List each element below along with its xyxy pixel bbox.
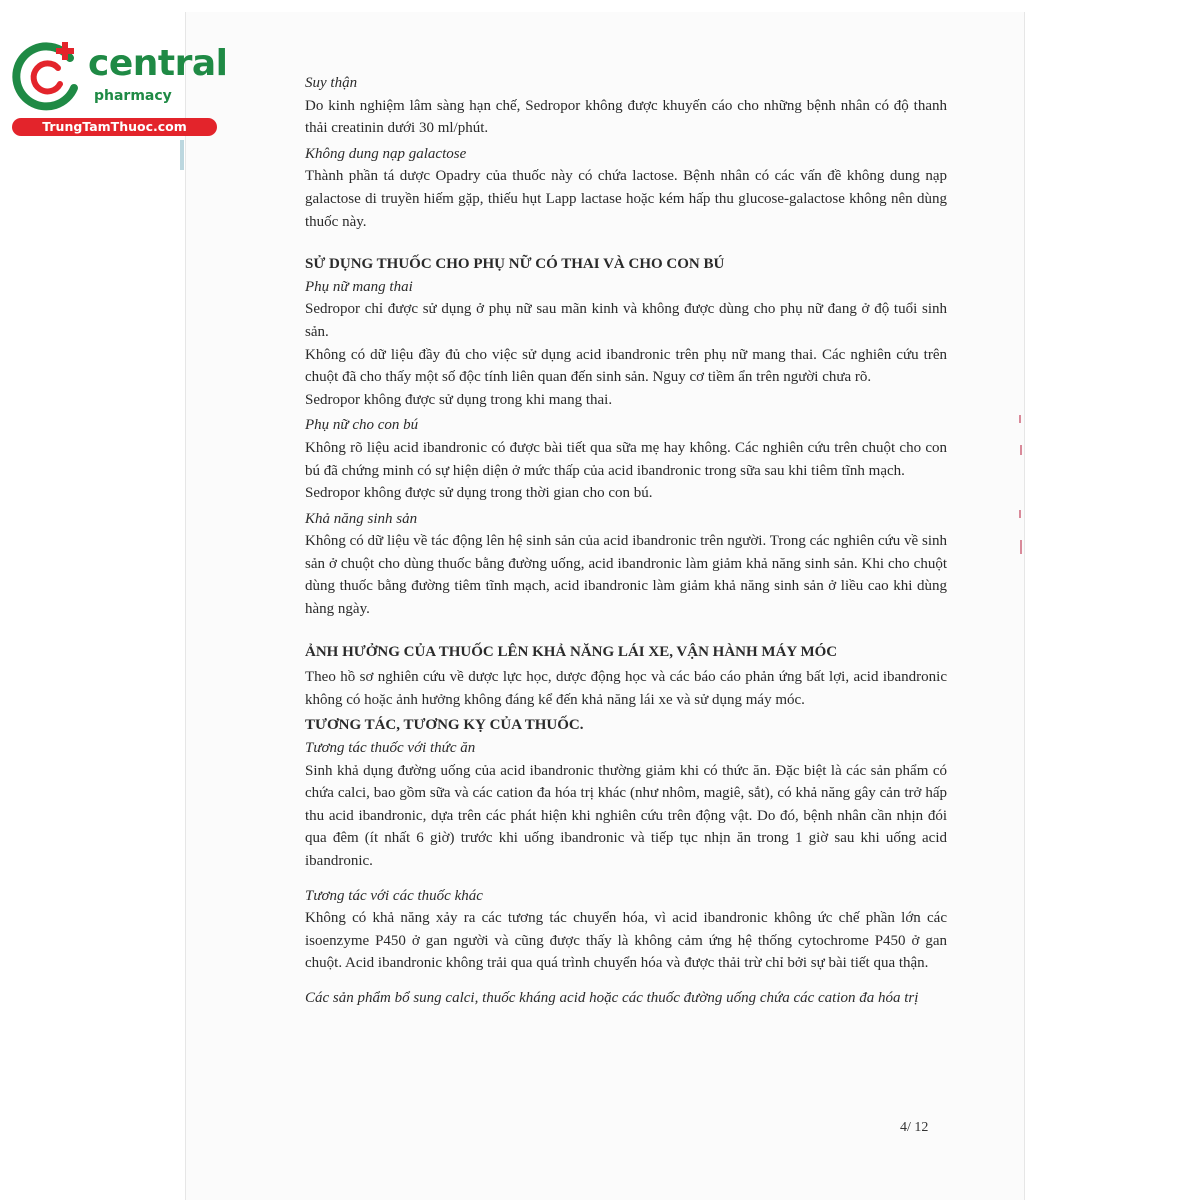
- paragraph: Không có dữ liệu đầy đủ cho việc sử dụng acid ibandronic trên phụ nữ mang thai. Các nghiên cứu trên chuột đã cho thấy một số độc tính liên quan đến sinh sản. Nguy cơ tiềm ẩn trên người chưa rõ.: [305, 346, 947, 386]
- edge-mark: [1020, 540, 1022, 554]
- logo-site-badge[interactable]: TrungTamThuoc.com: [12, 118, 217, 136]
- scan-artifact: [180, 140, 184, 170]
- subsection-title: Không dung nạp galactose: [305, 145, 467, 162]
- section-heading: SỬ DỤNG THUỐC CHO PHỤ NỮ CÓ THAI VÀ CHO CON BÚ: [305, 256, 725, 273]
- page-number: 4/ 12: [900, 1120, 929, 1135]
- subsection-title: Các sản phẩm bổ sung calci, thuốc kháng acid hoặc các thuốc đường uống chứa các cation đa hóa trị: [305, 989, 919, 1006]
- paragraph: Sinh khả dụng đường uống của acid ibandronic thường giảm khi có thức ăn. Đặc biệt là các sản phẩm có chứa calci, bao gồm sữa và các cation đa hóa trị khác (như nhôm, magiê, sắt), có khả năng gây cản trở hấp thu acid ibandronic, dựa trên các phát hiện khi nghiên cứu trên động vật. Do đó, bệnh nhân cần nhịn đói qua đêm (ít nhất 6 giờ) trước khi uống ibandronic và tiếp tục nhịn ăn trong 1 giờ sau khi uống acid ibandronic.: [305, 762, 947, 869]
- subsection-title: Tương tác với các thuốc khác: [305, 887, 483, 904]
- document-body: [305, 72, 947, 1010]
- pharmacy-logo-icon: [10, 38, 86, 114]
- subsection-title: Phụ nữ mang thai: [305, 278, 413, 295]
- paragraph: Thành phần tá dược Opadry của thuốc này có chứa lactose. Bệnh nhân có các vấn đề không dung nạp galactose di truyền hiếm gặp, thiếu hụt Lapp lactase hoặc kém hấp thu glucose-galactose không nên dùng thuốc này.: [305, 168, 947, 230]
- subsection-title: Khả năng sinh sản: [305, 510, 418, 527]
- paragraph: Sedropor không được sử dụng trong khi mang thai.: [305, 391, 613, 408]
- subsection-title: Suy thận: [305, 75, 358, 91]
- edge-mark: [1020, 445, 1022, 455]
- subsection-title: Tương tác thuốc với thức ăn: [305, 740, 476, 757]
- subsection-title: Phụ nữ cho con bú: [305, 417, 419, 434]
- edge-mark: [1019, 510, 1021, 518]
- paragraph: Sedropor chỉ được sử dụng ở phụ nữ sau mãn kinh và không được dùng cho phụ nữ đang ở độ tuổi sinh sản.: [305, 301, 947, 340]
- edge-mark: [1019, 415, 1021, 423]
- section-heading: ẢNH HƯỞNG CỦA THUỐC LÊN KHẢ NĂNG LÁI XE, VẬN HÀNH MÁY MÓC: [305, 643, 838, 660]
- central-pharmacy-logo[interactable]: [8, 36, 228, 136]
- paragraph: Không có khả năng xảy ra các tương tác chuyển hóa, vì acid ibandronic không ức chế phần lớn các isoenzyme P450 ở gan người và cũng được thấy là không cảm ứng hệ thống cytochrome P450 ở gan chuột. Acid ibandronic không trải qua quá trình chuyển hóa và được thải trừ chỉ bởi sự bài tiết qua thận.: [305, 910, 947, 972]
- paragraph: Sedropor không được sử dụng trong thời gian cho con bú.: [305, 485, 653, 502]
- logo-sub-text: pharmacy: [94, 88, 172, 104]
- logo-brand-text: central: [88, 43, 228, 84]
- paragraph: Theo hồ sơ nghiên cứu về dược lực học, dược động học và các báo cáo phản ứng bất lợi, acid ibandronic không có hoặc ảnh hưởng không đáng kể đến khả năng lái xe và sử dụng máy móc.: [305, 669, 947, 708]
- paragraph: Do kinh nghiệm lâm sàng hạn chế, Sedropor không được khuyến cáo cho những bệnh nhân có độ thanh thải creatinin dưới 30 ml/phút.: [305, 97, 947, 137]
- section-heading: TƯƠNG TÁC, TƯƠNG KỴ CỦA THUỐC.: [305, 717, 584, 734]
- paragraph: Không rõ liệu acid ibandronic có được bài tiết qua sữa mẹ hay không. Các nghiên cứu trên chuột cho con bú đã chứng minh có sự hiện diện ở mức thấp của acid ibandronic trong sữa sau khi tiêm tĩnh mạch.: [305, 439, 947, 479]
- paragraph: Không có dữ liệu về tác động lên hệ sinh sản của acid ibandronic trên người. Trong các nghiên cứu về sinh sản ở chuột cho dùng thuốc bằng đường uống, acid ibandronic làm giảm khả năng sinh sản. Khi cho chuột dùng thuốc bằng đường tiêm tĩnh mạch, acid ibandronic làm giảm khả năng sinh sản ở liều cao khi dùng hàng ngày.: [305, 533, 947, 618]
